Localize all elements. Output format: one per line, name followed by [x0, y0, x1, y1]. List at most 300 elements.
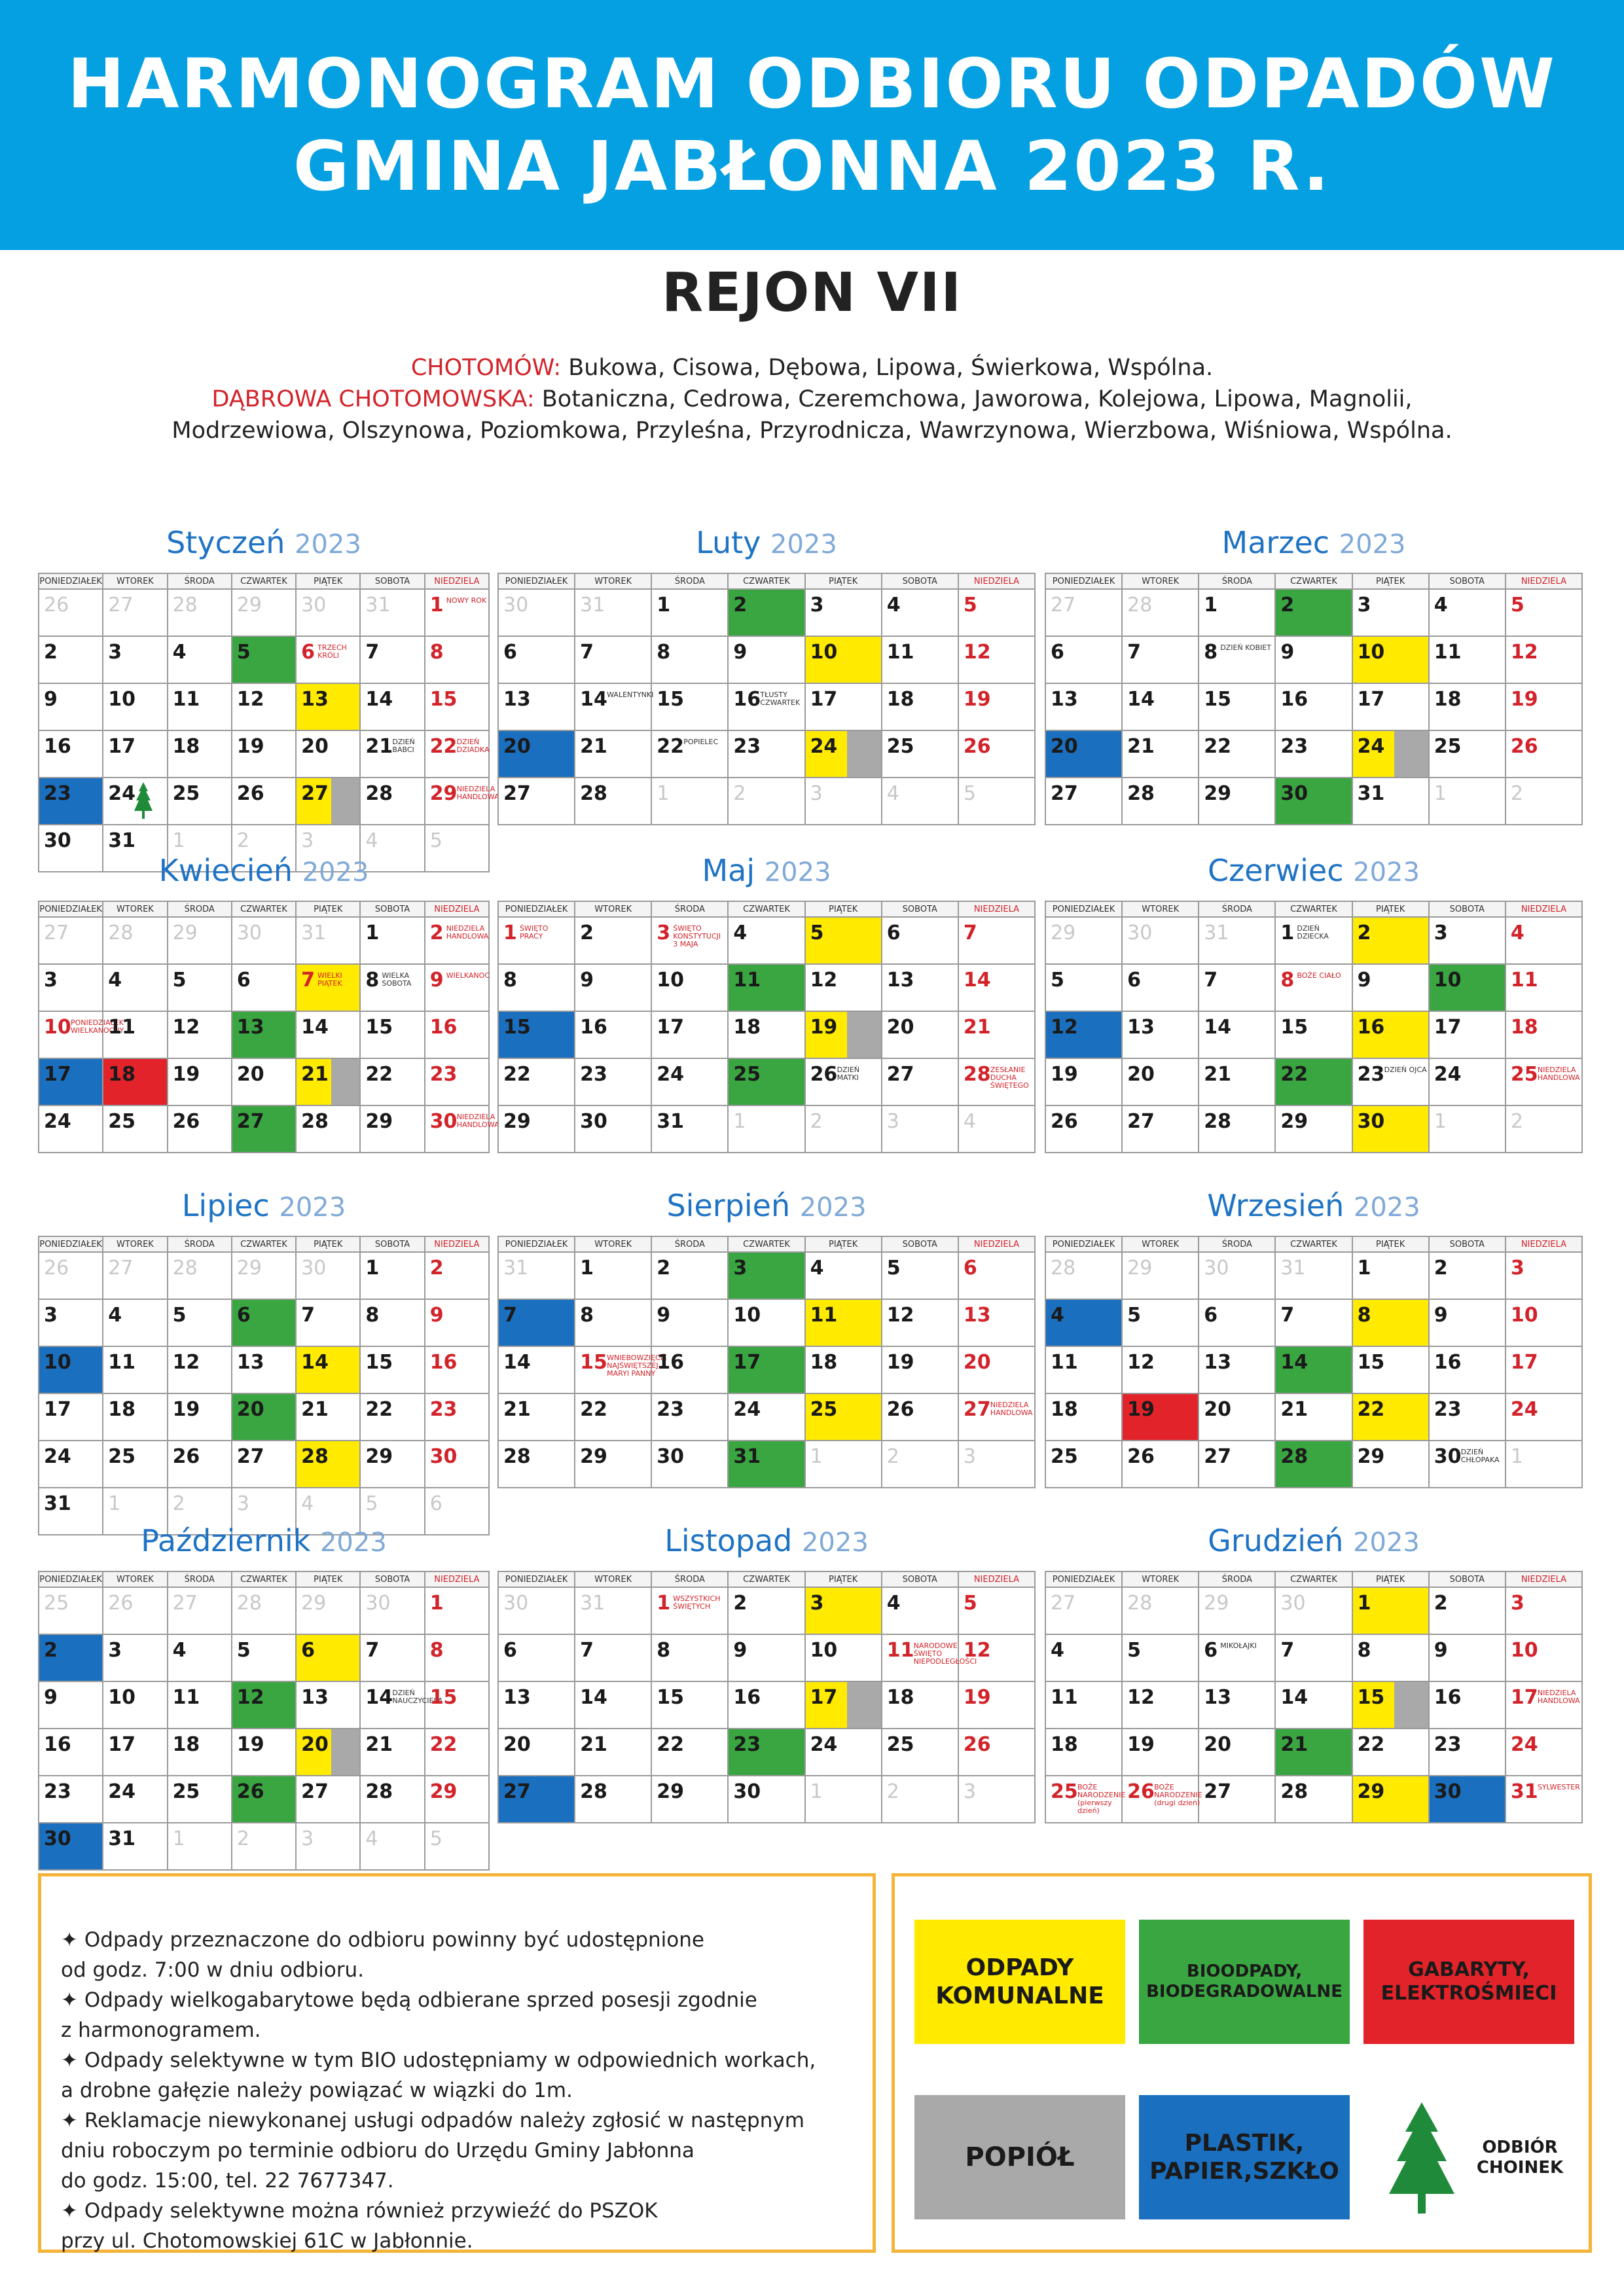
day-cell — [575, 1253, 652, 1300]
weekday-label: PIĄTEK — [806, 574, 882, 590]
day-cell — [1430, 1776, 1506, 1823]
weekday-label: ŚRODA — [1199, 902, 1276, 918]
day-number: 8 — [1357, 1639, 1371, 1662]
month-grid — [497, 1236, 1036, 1488]
day-cell — [39, 637, 103, 684]
day-cell — [232, 1106, 297, 1153]
week-row — [1046, 1682, 1583, 1729]
day-cell — [297, 1106, 361, 1153]
day-cell — [1046, 1588, 1123, 1635]
day-cell — [575, 1776, 652, 1823]
day-cell — [297, 1300, 361, 1347]
day-number: 12 — [172, 1016, 200, 1039]
day-number: 4 — [108, 1304, 122, 1327]
weekday-label: WTOREK — [1123, 1237, 1199, 1253]
day-number: 17 — [44, 1398, 71, 1421]
day-cell — [1430, 1347, 1506, 1394]
day-number: 30 — [503, 1592, 529, 1615]
weekday-label: PONIEDZIAŁEK — [499, 574, 575, 590]
day-note: DZIEŃ CHŁOPAKA — [1460, 1448, 1500, 1464]
day-number: 12 — [886, 1304, 914, 1327]
day-number: 10 — [44, 1351, 71, 1374]
day-number: 29 — [429, 782, 458, 805]
day-cell — [1430, 1588, 1506, 1635]
day-number: 5 — [236, 641, 251, 664]
day-cell — [425, 918, 490, 965]
day-cell — [499, 1059, 575, 1106]
day-number: 15 — [365, 1351, 393, 1374]
day-number: 12 — [1127, 1686, 1155, 1709]
day-cell — [729, 1441, 805, 1488]
info-line: do godz. 15:00, tel. 22 7677347. — [61, 2169, 394, 2193]
week-row — [39, 1059, 490, 1106]
day-cell — [575, 1635, 652, 1682]
week-row — [499, 684, 1036, 731]
day-number: 26 — [886, 1398, 914, 1421]
day-cell — [882, 637, 959, 684]
day-number: 7 — [580, 641, 594, 664]
day-cell — [297, 1394, 361, 1441]
month-year: 2023 — [302, 857, 369, 888]
weekday-label: NIEDZIELA — [1506, 1572, 1583, 1588]
day-cell — [1430, 1300, 1506, 1347]
day-cell — [1046, 918, 1123, 965]
day-cell — [39, 1776, 103, 1823]
day-number: 2 — [44, 1639, 58, 1662]
day-cell — [806, 1729, 882, 1776]
day-note: WALENTYNKI — [607, 691, 654, 699]
day-cell — [1353, 1347, 1430, 1394]
day-cell — [959, 965, 1036, 1012]
day-note: SYLWESTER — [1537, 1783, 1580, 1791]
weekday-label: WTOREK — [575, 1237, 652, 1253]
day-cell — [361, 1588, 425, 1635]
weekday-label: ŚRODA — [1199, 574, 1276, 590]
day-cell — [232, 778, 297, 825]
day-number: 22 — [503, 1063, 531, 1086]
day-number: 24 — [1357, 735, 1385, 758]
day-cell — [806, 965, 882, 1012]
day-number: 29 — [1357, 1445, 1385, 1468]
weekday-label: NIEDZIELA — [1506, 1237, 1583, 1253]
weekday-label: PIĄTEK — [806, 902, 882, 918]
day-cell — [297, 637, 361, 684]
day-cell — [806, 1776, 882, 1823]
day-note: BOŻE NARODZENIE (pierwszy dzień) — [1077, 1783, 1126, 1815]
day-cell — [361, 1253, 425, 1300]
day-cell — [361, 1635, 425, 1682]
day-number: 1 — [429, 1592, 444, 1615]
day-number: 13 — [236, 1016, 264, 1039]
day-number: 7 — [365, 1639, 380, 1662]
day-cell — [168, 1441, 232, 1488]
weekday-label: ŚRODA — [168, 902, 232, 918]
day-number: 2 — [733, 1592, 748, 1615]
month-grid — [1045, 573, 1583, 825]
day-number: 24 — [44, 1110, 71, 1133]
day-number: 29 — [1280, 1110, 1308, 1133]
day-number: 28 — [1204, 1110, 1232, 1133]
day-cell — [1353, 1012, 1430, 1059]
day-number: 4 — [301, 1492, 314, 1515]
day-number: 30 — [1434, 1445, 1462, 1468]
week-row — [1046, 1776, 1583, 1823]
day-cell — [1353, 590, 1430, 637]
day-number: 5 — [172, 969, 187, 992]
day-number: 28 — [365, 1780, 393, 1803]
day-cell — [168, 1106, 232, 1153]
day-number: 14 — [1280, 1351, 1308, 1374]
day-cell — [1430, 1253, 1506, 1300]
day-cell — [1276, 1729, 1352, 1776]
day-number: 1 — [657, 594, 671, 617]
day-cell — [168, 1300, 232, 1347]
day-number: 13 — [1204, 1351, 1232, 1374]
day-number: 5 — [236, 1639, 251, 1662]
weekday-label: SOBOTA — [1430, 1572, 1506, 1588]
day-number: 5 — [886, 1257, 901, 1280]
day-cell — [1430, 590, 1506, 637]
day-number: 22 — [429, 735, 458, 758]
day-cell — [1046, 1300, 1123, 1347]
day-number: 19 — [172, 1063, 200, 1086]
day-note: NIEDZIELA HANDLOWA — [446, 924, 489, 941]
week-row — [499, 1441, 1036, 1488]
day-number: 19 — [1051, 1063, 1078, 1086]
day-cell — [1199, 778, 1276, 825]
day-cell — [959, 1300, 1036, 1347]
day-number: 10 — [810, 1639, 838, 1662]
day-number: 22 — [1357, 1398, 1385, 1421]
day-number: 4 — [886, 1592, 901, 1615]
day-number: 21 — [301, 1398, 329, 1421]
day-cell — [425, 1253, 490, 1300]
day-cell — [1506, 1253, 1583, 1300]
day-cell — [168, 1776, 232, 1823]
day-number: 2 — [1280, 594, 1295, 617]
day-number: 8 — [1357, 1304, 1371, 1327]
week-row — [1046, 1588, 1583, 1635]
day-number: 14 — [1204, 1016, 1232, 1039]
day-number: 15 — [657, 1686, 685, 1709]
day-cell — [806, 1635, 882, 1682]
day-number: 3 — [657, 922, 671, 944]
day-cell — [39, 1059, 103, 1106]
day-number: 8 — [365, 969, 380, 992]
day-number: 28 — [503, 1445, 531, 1468]
day-cell — [39, 965, 103, 1012]
day-number: 15 — [1204, 688, 1232, 711]
day-number: 9 — [733, 641, 748, 664]
day-number: 11 — [1510, 969, 1538, 992]
day-number: 29 — [1204, 782, 1232, 805]
day-number: 21 — [580, 735, 607, 758]
day-cell — [575, 1012, 652, 1059]
day-number: 4 — [886, 594, 901, 617]
day-cell — [168, 1588, 232, 1635]
day-cell — [1199, 1300, 1276, 1347]
day-cell — [499, 637, 575, 684]
day-number: 22 — [580, 1398, 607, 1421]
day-cell — [361, 918, 425, 965]
week-row — [1046, 1253, 1583, 1300]
day-cell — [168, 1347, 232, 1394]
weekday-label: NIEDZIELA — [425, 1237, 490, 1253]
day-cell — [297, 1729, 361, 1776]
day-cell — [425, 1106, 499, 1153]
day-number: 19 — [236, 1733, 264, 1756]
day-number: 12 — [172, 1351, 200, 1374]
day-number: 2 — [1434, 1257, 1448, 1280]
day-number: 10 — [44, 1016, 71, 1039]
day-cell — [499, 965, 575, 1012]
day-number: 19 — [810, 1016, 838, 1039]
chotomow-streets: Bukowa, Cisowa, Dębowa, Lipowa, Świerkowa, Wspólna. — [561, 355, 1214, 381]
day-cell — [1123, 778, 1199, 825]
day-cell — [103, 684, 168, 731]
day-cell — [882, 1682, 959, 1729]
day-cell — [652, 1347, 729, 1394]
day-cell — [39, 731, 103, 778]
day-number: 7 — [580, 1639, 594, 1662]
day-cell — [103, 1059, 168, 1106]
info-line: ✦ Reklamacje niewykonanej usługi odpadów należy zgłosić w następnym — [61, 2109, 804, 2132]
weekday-label: ŚRODA — [652, 902, 729, 918]
day-number: 21 — [1280, 1733, 1308, 1756]
day-number: 24 — [1510, 1733, 1538, 1756]
day-number: 27 — [236, 1445, 264, 1468]
month-grid — [1045, 1236, 1583, 1488]
day-number: 1 — [580, 1257, 594, 1280]
info-line: ✦ Odpady przeznaczone do odbioru powinny być udostępnione — [61, 1928, 704, 1952]
day-number: 29 — [1204, 1592, 1229, 1615]
day-cell — [1123, 1635, 1199, 1682]
day-number: 1 — [1434, 782, 1447, 805]
dabrowa-label: DĄBROWA CHOTOMOWSKA: — [211, 386, 535, 412]
weekday-header — [1046, 902, 1583, 918]
day-number: 14 — [580, 688, 607, 711]
info-line: z harmonogramem. — [61, 2018, 261, 2042]
day-number: 29 — [657, 1780, 685, 1803]
day-cell — [232, 1588, 297, 1635]
weekday-label: SOBOTA — [361, 1572, 425, 1588]
month-grid — [38, 1571, 490, 1871]
day-number: 9 — [429, 1304, 444, 1327]
day-cell — [1506, 1776, 1583, 1823]
weekday-label: PONIEDZIAŁEK — [1046, 902, 1123, 918]
day-cell — [1353, 1394, 1430, 1441]
weekday-label: PIĄTEK — [806, 1237, 882, 1253]
day-number: 4 — [365, 1827, 378, 1850]
day-note: WSZYSTKICH ŚWIĘTYCH — [673, 1594, 721, 1611]
day-number: 7 — [1280, 1304, 1295, 1327]
day-number: 17 — [44, 1063, 71, 1086]
day-note: NIEDZIELA HANDLOWA — [1537, 1689, 1580, 1705]
day-cell — [652, 1106, 729, 1153]
legend-plastik: PLASTIK, PAPIER,SZKŁO — [1139, 2095, 1350, 2219]
day-cell — [425, 1012, 490, 1059]
day-cell — [1506, 1106, 1583, 1153]
day-number: 28 — [580, 1780, 607, 1803]
day-cell — [729, 1682, 805, 1729]
day-cell — [425, 1441, 490, 1488]
day-cell — [361, 1394, 425, 1441]
day-cell — [1276, 1635, 1352, 1682]
day-cell — [103, 1012, 168, 1059]
region-title: REJON VII — [661, 262, 963, 324]
day-number: 15 — [429, 688, 458, 711]
day-number: 31 — [44, 1492, 71, 1515]
day-number: 5 — [1510, 594, 1525, 617]
day-cell — [1430, 918, 1506, 965]
weekday-label: PONIEDZIAŁEK — [1046, 574, 1123, 590]
weekday-label: PIĄTEK — [1353, 902, 1430, 918]
day-number: 11 — [172, 688, 200, 711]
day-number: 4 — [108, 969, 122, 992]
day-number: 4 — [810, 1257, 824, 1280]
day-cell — [575, 778, 652, 825]
day-cell — [1199, 1347, 1276, 1394]
header-title-line2: GMINA JABŁONNA 2023 R. — [293, 126, 1331, 206]
week-row — [499, 1300, 1036, 1347]
week-row — [1046, 1635, 1583, 1682]
day-cell — [103, 590, 168, 637]
day-note: NIEDZIELA HANDLOWA — [1537, 1066, 1580, 1082]
day-cell — [297, 778, 361, 825]
day-cell — [959, 1394, 1036, 1441]
day-cell — [361, 1347, 425, 1394]
weekday-label: WTOREK — [575, 902, 652, 918]
weekday-label: PONIEDZIAŁEK — [39, 1572, 103, 1588]
day-number: 6 — [236, 969, 251, 992]
day-number: 19 — [1127, 1398, 1155, 1421]
day-number: 22 — [1357, 1733, 1385, 1756]
day-cell — [1430, 637, 1506, 684]
day-number: 25 — [1510, 1063, 1538, 1086]
ash-marker — [331, 1729, 359, 1775]
weekday-label: PIĄTEK — [1353, 574, 1430, 590]
day-number: 10 — [657, 969, 685, 992]
week-row — [499, 731, 1036, 778]
day-cell — [232, 637, 297, 684]
day-cell — [103, 1441, 168, 1488]
day-number: 5 — [963, 594, 977, 617]
day-number: 23 — [657, 1398, 685, 1421]
month-grid — [1045, 1571, 1583, 1823]
month-year: 2023 — [1353, 857, 1420, 888]
day-number: 26 — [963, 1733, 991, 1756]
day-number: 8 — [657, 1639, 671, 1662]
day-number: 15 — [1357, 1351, 1385, 1374]
day-number: 26 — [1051, 1110, 1078, 1133]
day-cell — [652, 637, 729, 684]
day-cell — [168, 918, 232, 965]
day-number: 22 — [365, 1398, 393, 1421]
day-cell — [168, 1823, 232, 1871]
day-number: 1 — [1280, 922, 1295, 944]
weekday-header — [39, 574, 490, 590]
day-cell — [499, 684, 575, 731]
day-cell — [1506, 1729, 1583, 1776]
weekday-label: CZWARTEK — [1276, 574, 1352, 590]
day-number: 13 — [886, 969, 914, 992]
day-number: 18 — [1434, 688, 1462, 711]
day-cell — [1123, 1394, 1199, 1441]
day-number: 29 — [580, 1445, 607, 1468]
legend-choinki: ODBIÓR CHOINEK — [1476, 2137, 1564, 2178]
ash-marker — [847, 1682, 881, 1728]
day-cell — [1123, 1059, 1199, 1106]
month-title — [497, 1183, 1036, 1228]
day-number: 11 — [1434, 641, 1462, 664]
day-number: 31 — [1280, 1257, 1306, 1280]
day-cell — [232, 1823, 297, 1871]
day-cell — [103, 731, 168, 778]
day-cell — [729, 1729, 805, 1776]
day-number: 24 — [1510, 1398, 1538, 1421]
day-number: 1 — [503, 922, 517, 944]
day-cell — [361, 1012, 425, 1059]
day-number: 30 — [44, 1827, 71, 1850]
day-number: 1 — [429, 594, 444, 617]
day-cell — [806, 918, 882, 965]
week-row — [39, 1394, 490, 1441]
day-cell — [1123, 1729, 1199, 1776]
day-number: 3 — [301, 829, 314, 852]
day-number: 17 — [1357, 688, 1385, 711]
day-number: 11 — [108, 1351, 136, 1374]
day-cell — [425, 1394, 490, 1441]
legend-bioodpady: BIOODPADY, BIODEGRADOWALNE — [1139, 1920, 1350, 2044]
day-cell — [882, 778, 959, 825]
week-row — [39, 1729, 490, 1776]
day-cell — [1353, 778, 1430, 825]
day-cell — [1506, 1682, 1583, 1729]
ash-marker — [331, 778, 359, 824]
day-number: 6 — [236, 1304, 251, 1327]
month-name: Grudzień — [1208, 1523, 1354, 1558]
weekday-header — [1046, 574, 1583, 590]
day-number: 3 — [1434, 922, 1448, 944]
day-number: 17 — [108, 1733, 136, 1756]
day-number: 16 — [657, 1351, 685, 1374]
day-cell — [1506, 778, 1583, 825]
ash-marker — [331, 1059, 359, 1105]
day-number: 15 — [580, 1351, 607, 1374]
day-cell — [575, 1394, 652, 1441]
day-cell — [1276, 1347, 1352, 1394]
day-cell — [103, 1588, 168, 1635]
weekday-label: CZWARTEK — [1276, 1237, 1352, 1253]
day-number: 29 — [365, 1110, 393, 1133]
day-cell — [575, 637, 652, 684]
day-number: 20 — [1204, 1398, 1232, 1421]
day-cell — [499, 1441, 575, 1488]
day-cell — [1046, 1059, 1123, 1106]
day-number: 9 — [580, 969, 594, 992]
month-year: 2023 — [1339, 529, 1406, 560]
day-number: 10 — [810, 641, 838, 664]
day-number: 3 — [963, 1780, 976, 1803]
day-number: 30 — [365, 1592, 391, 1615]
day-cell — [1046, 778, 1123, 825]
day-number: 18 — [886, 1686, 914, 1709]
day-cell — [575, 731, 652, 778]
week-row — [1046, 778, 1583, 825]
day-cell — [1199, 1441, 1276, 1488]
day-number: 9 — [44, 688, 58, 711]
day-number: 1 — [733, 1110, 746, 1133]
